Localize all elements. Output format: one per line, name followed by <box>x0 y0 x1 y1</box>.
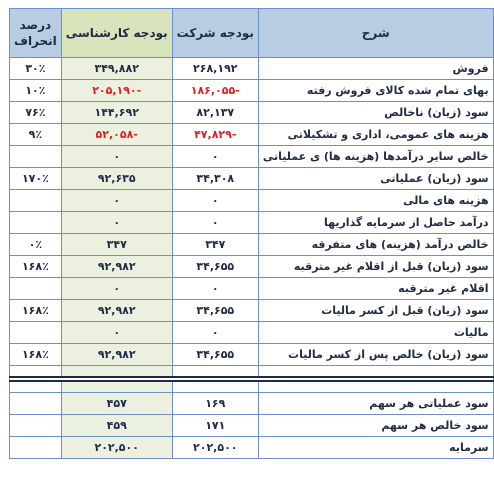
table-row <box>10 415 494 437</box>
row-deviation-value <box>10 146 62 168</box>
budget-comparison-table <box>9 8 494 459</box>
row-deviation-value <box>10 190 62 212</box>
table-row <box>10 234 494 256</box>
row-deviation-value <box>10 212 62 234</box>
row-expert-value: ۰ <box>61 322 172 344</box>
row-deviation-value: ۱۷۰٪ <box>10 168 62 190</box>
row-company-value: ۳۴,۶۵۵ <box>172 300 258 322</box>
spacer-cell <box>10 381 62 393</box>
spacer-cell <box>258 366 493 378</box>
table-row <box>10 146 494 168</box>
row-expert-value: ۴۵۹ <box>61 415 172 437</box>
spacer-cell <box>61 366 172 378</box>
row-company-value: ۰ <box>172 278 258 300</box>
row-deviation-value <box>10 415 62 437</box>
row-description: اقلام غیر مترقبه <box>258 278 493 300</box>
row-expert-value: ۰ <box>61 212 172 234</box>
row-deviation-value: ۳۰٪ <box>10 58 62 80</box>
row-expert-value: ۹۲,۹۸۲ <box>61 300 172 322</box>
header-expert-budget: بودجه کارشناسی <box>61 9 172 58</box>
spacer-row <box>10 366 494 378</box>
row-description: سود عملیاتی هر سهم <box>258 393 493 415</box>
row-description: سرمایه <box>258 437 493 459</box>
table-row <box>10 212 494 234</box>
table-row <box>10 278 494 300</box>
row-expert-value: ۰ <box>61 190 172 212</box>
table-row <box>10 168 494 190</box>
row-expert-value: ۹۲,۶۳۵ <box>61 168 172 190</box>
row-deviation-value: ۹٪ <box>10 124 62 146</box>
row-description: سود (زیان) قبل از اقلام غیر مترقبه <box>258 256 493 278</box>
row-description: خالص درآمد (هزینه) های متفرقه <box>258 234 493 256</box>
row-company-value: ۸۲,۱۳۷ <box>172 102 258 124</box>
row-company-value: ۱۶۹ <box>172 393 258 415</box>
row-description: فروش <box>258 58 493 80</box>
table-row <box>10 80 494 102</box>
row-expert-value: -۲۰۵,۱۹۰ <box>61 80 172 102</box>
spacer-row <box>10 381 494 393</box>
row-deviation-value: ۱۶۸٪ <box>10 300 62 322</box>
row-description: درآمد حاصل از سرمایه گذاریها <box>258 212 493 234</box>
row-deviation-value <box>10 322 62 344</box>
row-company-value: ۰ <box>172 190 258 212</box>
row-description: سود (زیان) خالص پس از کسر مالیات <box>258 344 493 366</box>
row-description: هزینه های مالی <box>258 190 493 212</box>
row-expert-value: ۰ <box>61 146 172 168</box>
row-company-value: ۲۰۲,۵۰۰ <box>172 437 258 459</box>
row-company-value: ۳۴۷ <box>172 234 258 256</box>
row-company-value: ۱۷۱ <box>172 415 258 437</box>
row-company-value: ۰ <box>172 146 258 168</box>
table-row <box>10 102 494 124</box>
spacer-cell <box>172 381 258 393</box>
row-description: سود خالص هر سهم <box>258 415 493 437</box>
header-description: شرح <box>258 9 493 58</box>
row-deviation-value <box>10 437 62 459</box>
row-expert-value: ۲۰۲,۵۰۰ <box>61 437 172 459</box>
row-deviation-value: ۱۶۸٪ <box>10 344 62 366</box>
row-description: خالص سایر درآمدها (هزینه ها) ی عملیاتی <box>258 146 493 168</box>
table-row <box>10 393 494 415</box>
row-description: مالیات <box>258 322 493 344</box>
spacer-cell <box>61 381 172 393</box>
row-company-value: ۳۴,۶۵۵ <box>172 344 258 366</box>
table-row <box>10 322 494 344</box>
row-deviation-value: ۱۰٪ <box>10 80 62 102</box>
row-deviation-value <box>10 278 62 300</box>
row-expert-value: ۳۴۹,۸۸۲ <box>61 58 172 80</box>
row-deviation-value: ۰٪ <box>10 234 62 256</box>
table-row <box>10 256 494 278</box>
table-row <box>10 58 494 80</box>
row-description: سود (زیان) عملیاتی <box>258 168 493 190</box>
row-deviation-value: ۱۶۸٪ <box>10 256 62 278</box>
row-company-value: ۰ <box>172 212 258 234</box>
table-header-row <box>10 9 494 58</box>
header-pct-line2: انحراف <box>14 34 57 48</box>
spacer-cell <box>258 381 493 393</box>
row-description: هزینه های عمومی، اداری و تشکیلاتی <box>258 124 493 146</box>
row-description: سود (زیان) قبل از کسر مالیات <box>258 300 493 322</box>
row-description: سود (زیان) ناخالص <box>258 102 493 124</box>
row-description: بهای تمام شده کالای فروش رفته <box>258 80 493 102</box>
row-company-value: -۴۷,۸۲۹ <box>172 124 258 146</box>
spacer-cell <box>10 366 62 378</box>
row-expert-value: -۵۲,۰۵۸ <box>61 124 172 146</box>
header-deviation-percent <box>10 9 62 58</box>
row-company-value: ۲۶۸,۱۹۲ <box>172 58 258 80</box>
header-pct-line1: درصد <box>19 18 52 32</box>
row-deviation-value <box>10 393 62 415</box>
row-deviation-value: ۷۶٪ <box>10 102 62 124</box>
table-row <box>10 344 494 366</box>
row-expert-value: ۴۵۷ <box>61 393 172 415</box>
table-row <box>10 124 494 146</box>
row-expert-value: ۹۲,۹۸۲ <box>61 344 172 366</box>
table-row <box>10 300 494 322</box>
table-row <box>10 190 494 212</box>
row-expert-value: ۹۲,۹۸۲ <box>61 256 172 278</box>
row-expert-value: ۰ <box>61 278 172 300</box>
row-expert-value: ۱۴۴,۶۹۲ <box>61 102 172 124</box>
header-company-budget: بودجه شرکت <box>172 9 258 58</box>
row-company-value: -۱۸۶,۰۵۵ <box>172 80 258 102</box>
table-body <box>10 58 494 459</box>
row-expert-value: ۳۴۷ <box>61 234 172 256</box>
row-company-value: ۳۴,۳۰۸ <box>172 168 258 190</box>
table-row <box>10 437 494 459</box>
row-company-value: ۳۴,۶۵۵ <box>172 256 258 278</box>
spacer-cell <box>172 366 258 378</box>
row-company-value: ۰ <box>172 322 258 344</box>
